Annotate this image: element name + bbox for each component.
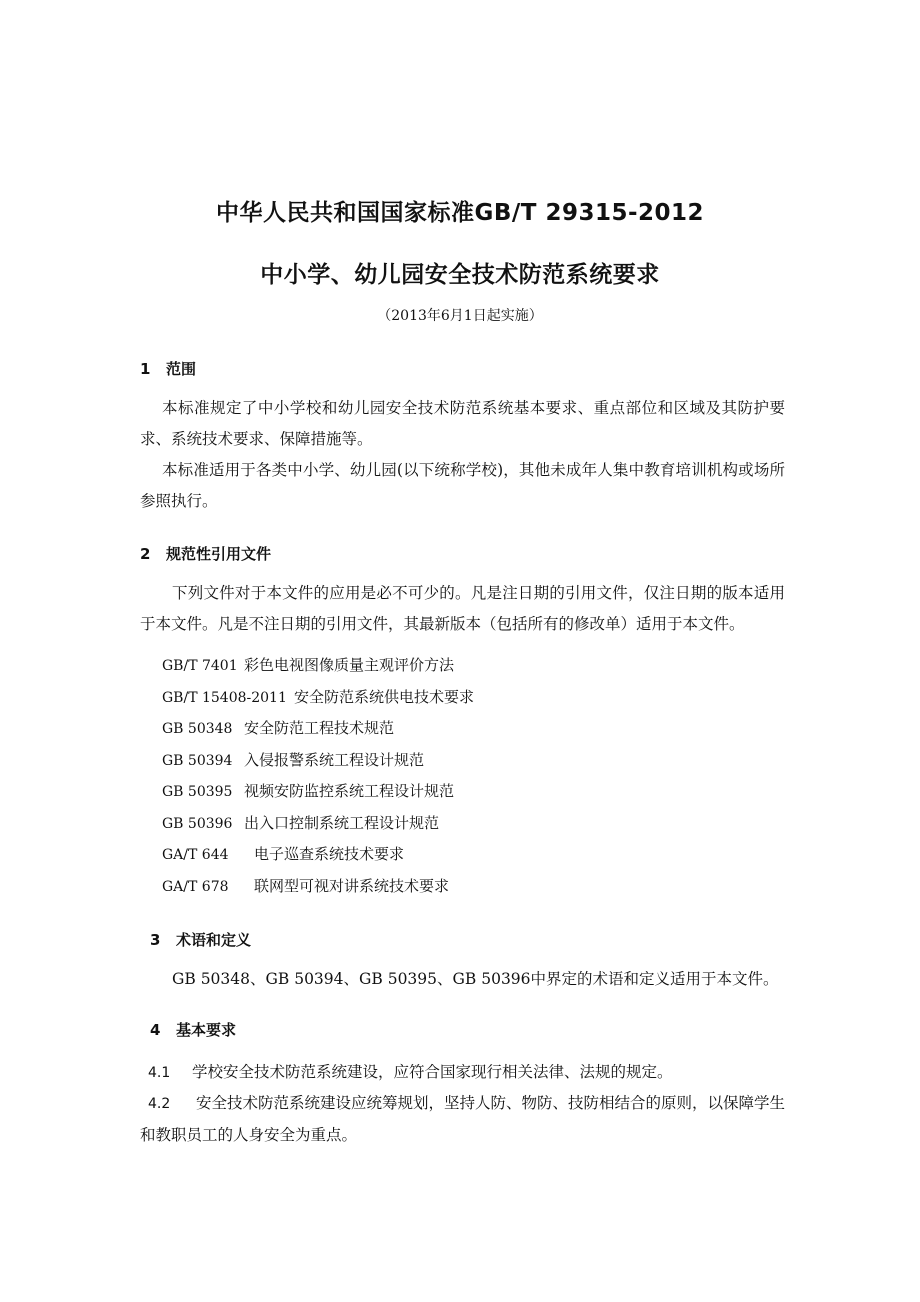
paragraph: GB 50348、GB 50394、GB 50395、GB 50396中界定的术语和定义适用于本文件。	[172, 970, 779, 988]
section-2-heading	[140, 543, 271, 564]
reference-code: GA/T 678	[162, 878, 229, 895]
reference-title: 视频安防监控系统工程设计规范	[244, 782, 455, 800]
normative-reference-list	[162, 650, 474, 902]
section-3-body	[172, 964, 792, 995]
section-title: 规范性引用文件	[166, 545, 272, 563]
reference-item	[162, 713, 474, 745]
reference-item	[162, 745, 474, 777]
clause-number: 4.1	[148, 1065, 171, 1081]
reference-code: GA/T 644	[162, 847, 229, 863]
reference-title: 彩色电视图像质量主观评价方法	[244, 656, 455, 674]
document-title: 中华人民共和国国家标准GB/T 29315-2012	[215, 200, 705, 226]
section-title: 范围	[166, 360, 197, 378]
reference-title: 安全防范系统供电技术要求	[294, 687, 475, 706]
clause-4-2	[140, 1088, 785, 1151]
section-number: 4	[150, 1021, 161, 1039]
section-title: 基本要求	[176, 1021, 237, 1039]
section-2-body	[140, 578, 785, 640]
reference-title: 出入口控制系统工程设计规范	[244, 813, 440, 832]
section-1-body	[140, 393, 785, 517]
reference-title: 电子巡查系统技术要求	[254, 845, 405, 863]
paragraph: 本标准规定了中小学校和幼儿园安全技术防范系统基本要求、重点部位和区域及其防护要求、系统技术要求、保障措施等。	[140, 399, 785, 448]
reference-item	[162, 776, 474, 808]
section-4-heading	[150, 1019, 236, 1040]
reference-item	[162, 650, 474, 682]
reference-item	[162, 839, 474, 871]
section-number: 3	[150, 931, 161, 949]
clause-4-1	[148, 1057, 788, 1089]
clause-text: 安全技术防范系统建设应统筹规划，坚持人防、物防、技防相结合的原则，以保障学生和教职员工的人身安全为重点。	[140, 1094, 786, 1144]
clause-number: 4.2	[148, 1096, 171, 1112]
reference-code: GB/T 7401	[162, 658, 238, 674]
section-title: 术语和定义	[176, 931, 252, 949]
effective-date: （2013年6月1日起实施）	[377, 308, 543, 324]
document-subtitle: 中小学、幼儿园安全技术防范系统要求	[260, 262, 660, 288]
section-number: 2	[140, 545, 151, 563]
reference-item	[162, 871, 474, 903]
reference-item	[162, 808, 474, 840]
section-1-heading	[140, 358, 196, 379]
reference-code: GB/T 15408-2011	[162, 689, 287, 706]
reference-title: 联网型可视对讲系统技术要求	[254, 876, 450, 895]
paragraph: 本标准适用于各类中小学、幼儿园(以下统称学校)，其他未成年人集中教育培训机构或场所参照执行。	[140, 461, 785, 510]
clause-text: 学校安全技术防范系统建设，应符合国家现行相关法律、法规的规定。	[192, 1063, 673, 1081]
reference-code: GB 50395	[162, 784, 233, 800]
section-number: 1	[140, 360, 151, 378]
reference-code: GB 50394	[162, 752, 233, 769]
reference-code: GB 50348	[162, 721, 233, 737]
section-3-heading	[150, 929, 251, 950]
reference-title: 入侵报警系统工程设计规范	[244, 750, 425, 769]
reference-title: 安全防范工程技术规范	[244, 719, 395, 737]
reference-code: GB 50396	[162, 815, 233, 832]
reference-item	[162, 682, 474, 714]
paragraph: 下列文件对于本文件的应用是必不可少的。凡是注日期的引用文件，仅注日期的版本适用于本文件。凡是不注日期的引用文件，其最新版本（包括所有的修改单）适用于本文件。	[140, 584, 785, 633]
